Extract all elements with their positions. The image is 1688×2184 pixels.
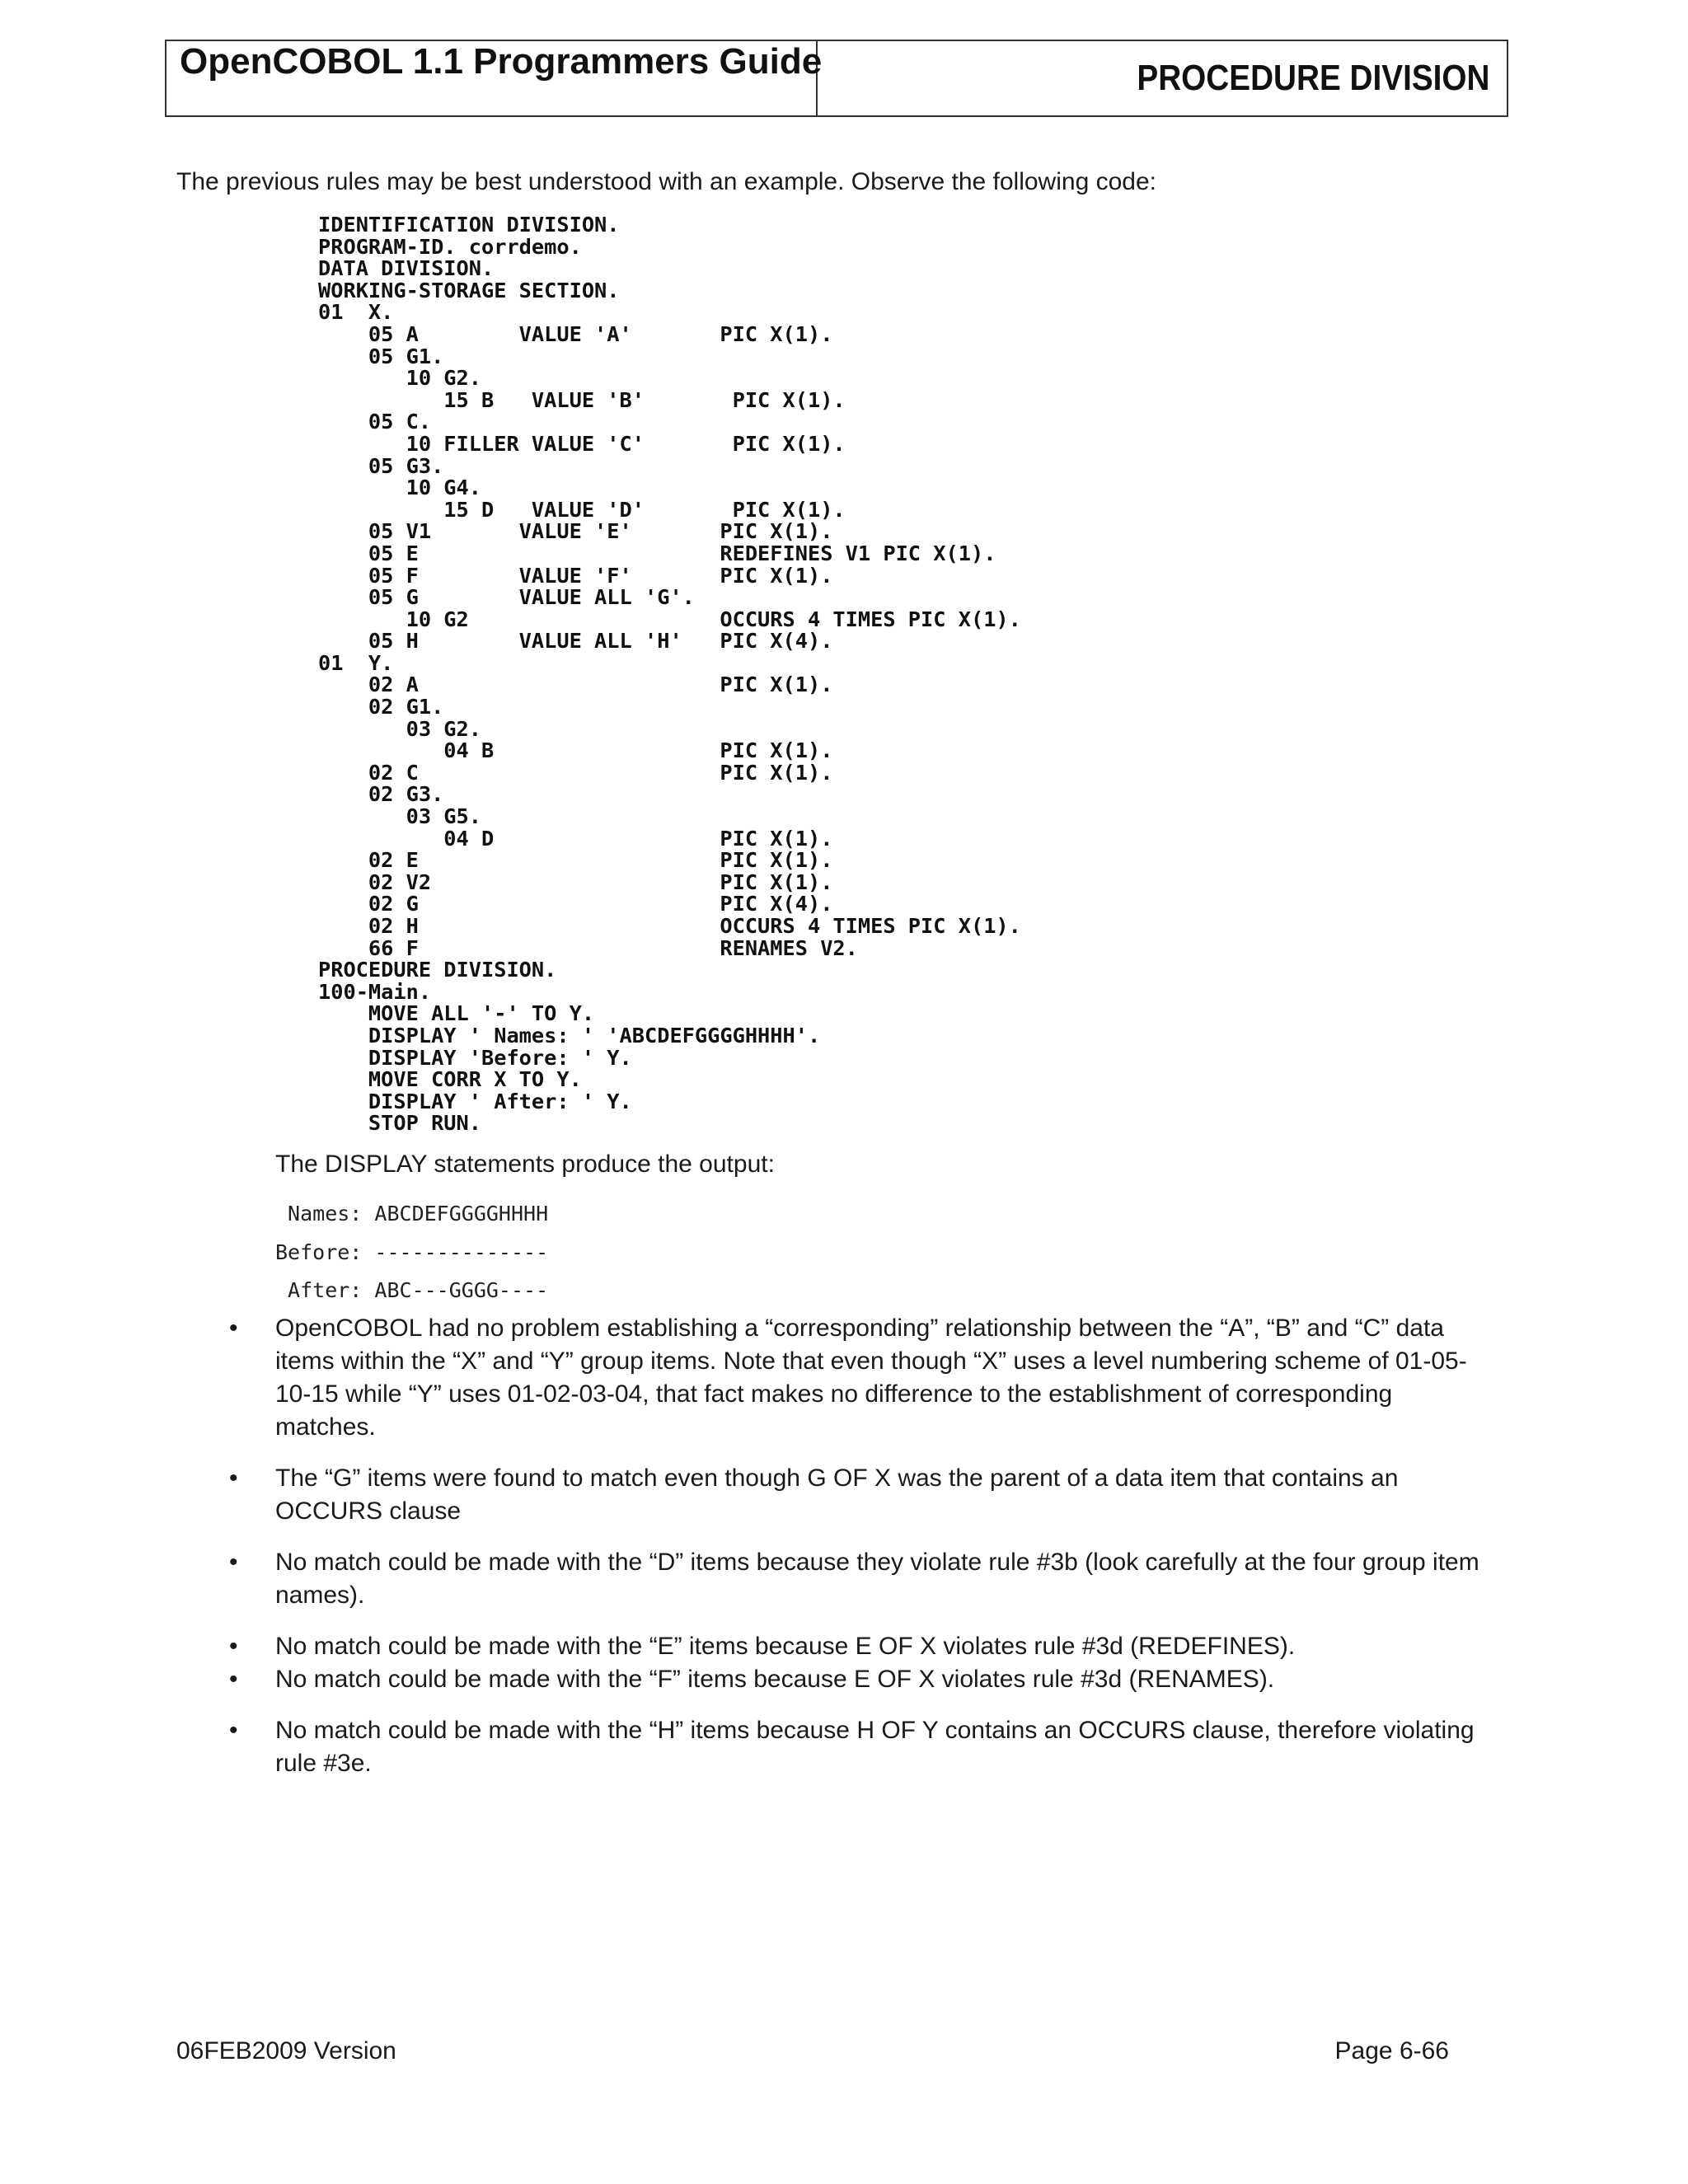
code-line: DATA DIVISION. bbox=[318, 256, 495, 281]
code-line: 15 D VALUE 'D' PIC X(1). bbox=[318, 497, 846, 522]
bullet-item bbox=[223, 1714, 1484, 1780]
code-line: 01 X. bbox=[318, 300, 394, 325]
code-line: DISPLAY 'Before: ' Y. bbox=[318, 1045, 632, 1070]
header-section-cell bbox=[818, 41, 1507, 115]
code-line: 05 C. bbox=[318, 410, 432, 434]
footer-version: 06FEB2009 Version bbox=[176, 2037, 396, 2064]
bullet-item bbox=[223, 1630, 1484, 1663]
bullet-list bbox=[223, 1312, 1484, 1780]
code-line: 10 G2. bbox=[318, 366, 481, 391]
section-title: PROCEDURE DIVISION bbox=[1137, 58, 1490, 98]
output-line: Before: -------------- bbox=[275, 1240, 549, 1264]
bullet-dot-icon: • bbox=[229, 1315, 238, 1342]
bullet-dot-icon: • bbox=[229, 1549, 238, 1576]
bullet-item bbox=[223, 1312, 1484, 1444]
code-line: 66 F RENAMES V2. bbox=[318, 935, 858, 960]
code-line: 05 H VALUE ALL 'H' PIC X(4). bbox=[318, 629, 833, 654]
code-line: 02 V2 PIC X(1). bbox=[318, 869, 833, 894]
code-line: MOVE CORR X TO Y. bbox=[318, 1067, 582, 1092]
code-line: 10 FILLER VALUE 'C' PIC X(1). bbox=[318, 431, 846, 456]
footer-page-number: Page 6-66 bbox=[1334, 2037, 1449, 2064]
code-line: 10 G4. bbox=[318, 476, 481, 500]
code-line: 05 G VALUE ALL 'G'. bbox=[318, 585, 695, 610]
bullet-dot-icon: • bbox=[229, 1717, 238, 1744]
intro-paragraph: The previous rules may be best understood with an example. Observe the following code: bbox=[176, 168, 1156, 195]
code-line: 05 E REDEFINES V1 PIC X(1). bbox=[318, 541, 996, 565]
code-line: 02 C PIC X(1). bbox=[318, 760, 833, 785]
code-line: 02 H OCCURS 4 TIMES PIC X(1). bbox=[318, 914, 1021, 938]
code-line: IDENTIFICATION DIVISION. bbox=[318, 213, 620, 237]
program-output bbox=[275, 1195, 548, 1310]
code-line: 04 D PIC X(1). bbox=[318, 826, 833, 851]
code-line: 01 Y. bbox=[318, 650, 394, 675]
code-line: 10 G2 OCCURS 4 TIMES PIC X(1). bbox=[318, 607, 1021, 631]
bullet-text: OpenCOBOL had no problem establishing a “corresponding” relationship between the “A”, “B” and “C” data items within the “X” and “Y” group items. Note that even though “X” uses a level numbering scheme of 01-05-10-15 while “Y” uses 01-02-03-04, that fact makes no difference to the establishment of corresponding matches. bbox=[275, 1315, 1467, 1441]
code-line: 02 G PIC X(4). bbox=[318, 892, 833, 916]
code-line: 02 G1. bbox=[318, 695, 444, 719]
code-listing bbox=[318, 214, 1021, 1135]
code-line: 03 G2. bbox=[318, 716, 481, 741]
guide-title: OpenCOBOL 1.1 Programmers Guide bbox=[180, 41, 823, 82]
output-intro-paragraph: The DISPLAY statements produce the output: bbox=[275, 1151, 775, 1178]
code-line: WORKING-STORAGE SECTION. bbox=[318, 278, 620, 302]
code-line: 05 A VALUE 'A' PIC X(1). bbox=[318, 321, 833, 346]
bullet-dot-icon: • bbox=[229, 1633, 238, 1660]
bullet-dot-icon: • bbox=[229, 1465, 238, 1492]
bullet-dot-icon: • bbox=[229, 1666, 238, 1693]
page-header bbox=[165, 40, 1508, 117]
code-line: 05 G1. bbox=[318, 344, 444, 368]
code-line: 05 F VALUE 'F' PIC X(1). bbox=[318, 563, 833, 588]
code-line: DISPLAY ' After: ' Y. bbox=[318, 1089, 632, 1113]
code-line: MOVE ALL '-' TO Y. bbox=[318, 1001, 595, 1026]
code-line: DISPLAY ' Names: ' 'ABCDEFGGGGHHHH'. bbox=[318, 1023, 821, 1047]
output-line: Names: ABCDEFGGGGHHHH bbox=[275, 1202, 549, 1226]
bullet-item bbox=[223, 1546, 1484, 1612]
code-line: 100-Main. bbox=[318, 979, 432, 1004]
code-line: PROGRAM-ID. corrdemo. bbox=[318, 234, 582, 259]
bullet-text: No match could be made with the “D” items because they violate rule #3b (look carefully at the four group item names). bbox=[275, 1549, 1479, 1609]
bullet-item bbox=[223, 1462, 1484, 1528]
bullet-text: No match could be made with the “H” items because H OF Y contains an OCCURS clause, therefore violating rule #3e. bbox=[275, 1717, 1475, 1777]
code-line: STOP RUN. bbox=[318, 1111, 481, 1136]
code-line: 02 E PIC X(1). bbox=[318, 848, 833, 873]
code-line: 05 G3. bbox=[318, 453, 444, 478]
header-title-cell bbox=[166, 41, 823, 115]
output-line: After: ABC---GGGG---- bbox=[275, 1278, 549, 1302]
code-line: 03 G5. bbox=[318, 804, 481, 829]
code-line: 04 B PIC X(1). bbox=[318, 738, 833, 763]
code-line: 02 G3. bbox=[318, 782, 444, 807]
bullet-text: No match could be made with the “E” items because E OF X violates rule #3d (REDEFINES). bbox=[275, 1633, 1296, 1660]
code-line: 05 V1 VALUE 'E' PIC X(1). bbox=[318, 519, 833, 544]
code-line: PROCEDURE DIVISION. bbox=[318, 958, 557, 982]
code-line: 02 A PIC X(1). bbox=[318, 673, 833, 697]
bullet-text: The “G” items were found to match even though G OF X was the parent of a data item that contains an OCCURS clause bbox=[275, 1465, 1399, 1525]
code-line: 15 B VALUE 'B' PIC X(1). bbox=[318, 387, 846, 412]
bullet-item bbox=[223, 1663, 1484, 1696]
bullet-text: No match could be made with the “F” items because E OF X violates rule #3d (RENAMES). bbox=[275, 1666, 1275, 1693]
